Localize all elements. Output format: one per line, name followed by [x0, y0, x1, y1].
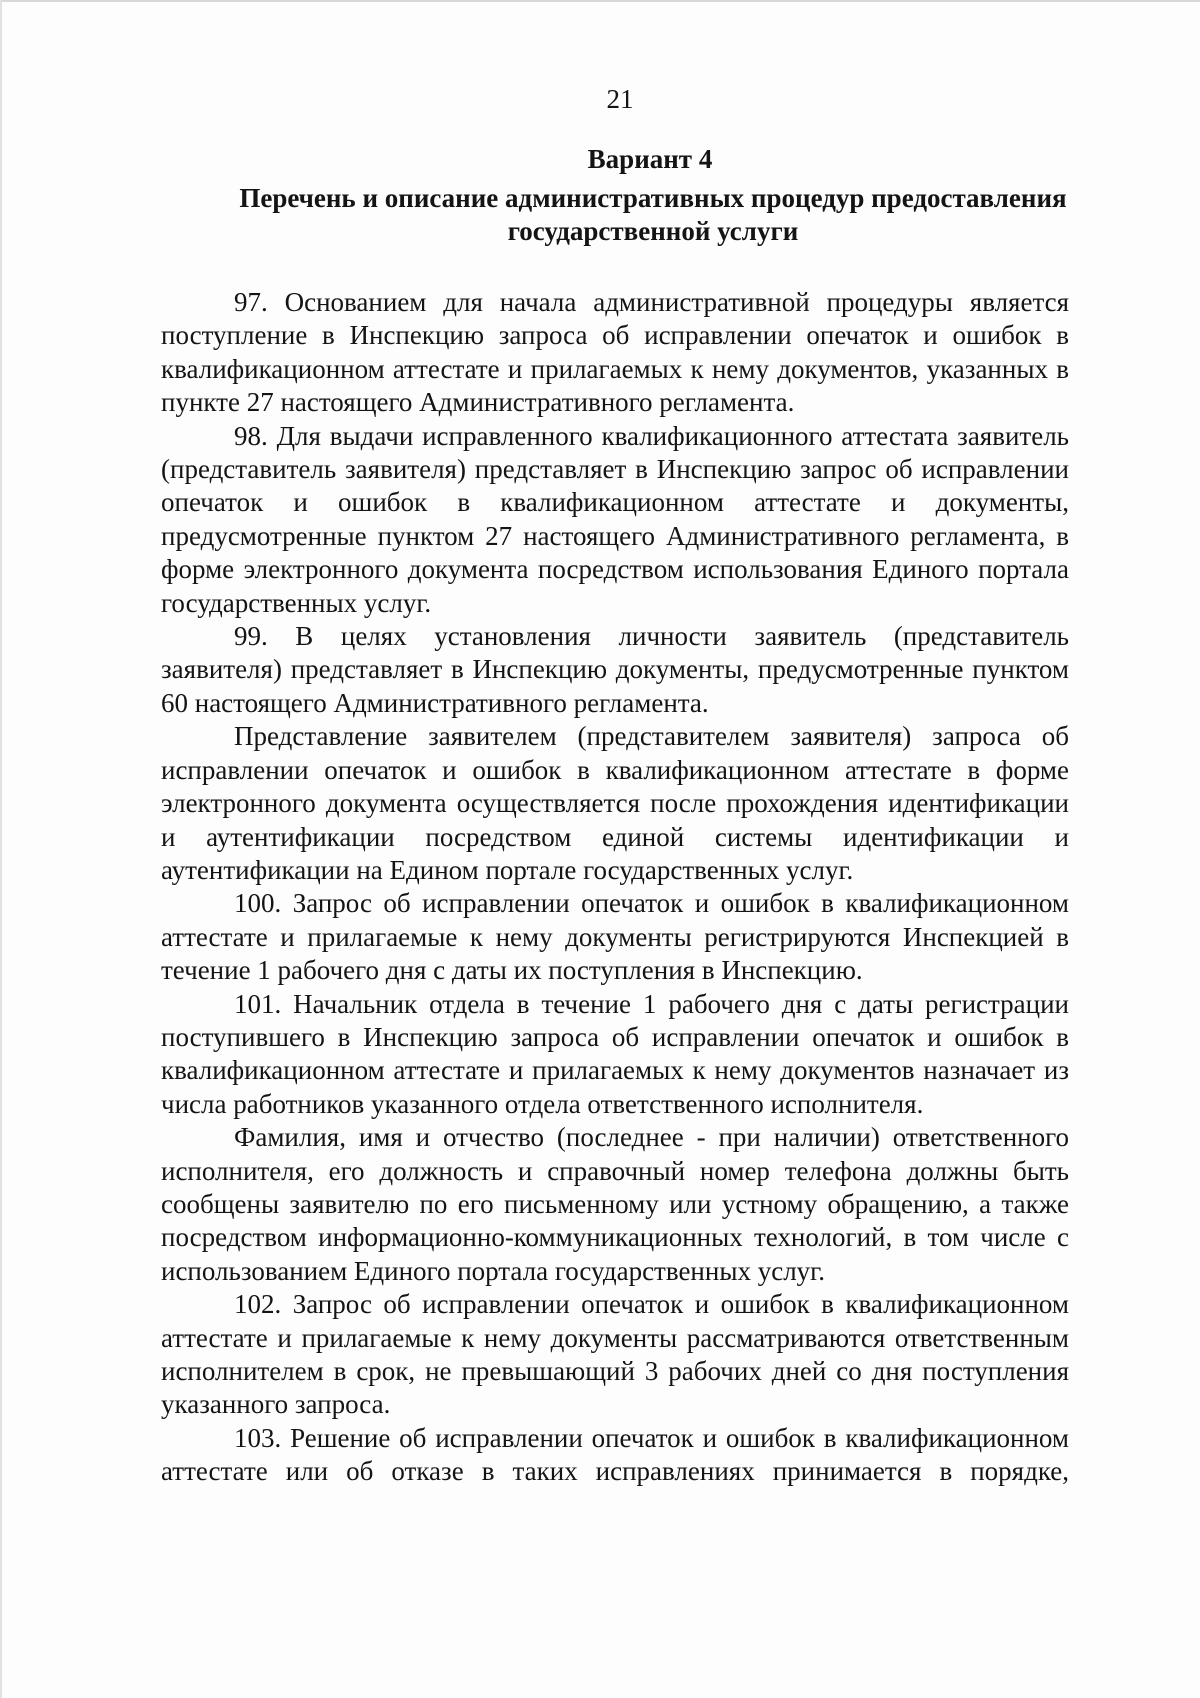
page-number: 21 [606, 84, 634, 114]
paragraph-102: 102. Запрос об исправлении опечаток и ошибок в квалификационном аттестате и прилагаемые к нему документы рассматриваются ответственным исполнителем в срок, не превышающий 3 рабочих дней со дня поступления указанного запроса. [161, 1289, 1069, 1420]
paragraph-98: 98. Для выдачи исправленного квалификационного аттестата заявитель (представитель заявителя) представляет в Инспекцию запрос об исправлении опечаток и ошибок в квалификационном аттестате и документы, предусмотренные пунктом 27 настоящего Административного регламента, в форме электронного документа посредством использования Единого портала государственных услуг. [161, 420, 1069, 618]
paragraph-99-continued: Представление заявителем (представителем заявителя) запроса об исправлении опечаток и ошибок в квалификационном аттестате в форме электронного документа осуществляется после прохождения идентификации и аутентификации посредством единой системы идентификации и аутентификации на Едином портале государственных услуг. [161, 721, 1069, 885]
variant-heading: Вариант 4 [587, 144, 713, 174]
paragraph-101: 101. Начальник отдела в течение 1 рабочего дня с даты регистрации поступившего в Инспекцию запроса об исправлении опечаток и ошибок в квалификационном аттестате и прилагаемых к нему документов назначает из числа работников указанного отдела ответственного исполнителя. [161, 988, 1069, 1119]
scan-edge [0, 0, 1200, 2]
paragraph-103: 103. Решение об исправлении опечаток и ошибок в квалификационном аттестате или об отказе в таких исправлениях принимается в порядке, [161, 1422, 1069, 1487]
document-body [161, 286, 1069, 1489]
paragraph-99: 99. В целях установления личности заявитель (представитель заявителя) представляет в Инспекцию документы, предусмотренные пунктом 60 настоящего Административного регламента. [161, 621, 1069, 718]
paragraph-101-continued: Фамилия, имя и отчество (последнее - при наличии) ответственного исполнителя, его должность и справочный номер телефона должны быть сообщены заявителю по его письменному или устному обращению, а также посредством информационно-коммуникационных технологий, в том числе с использованием Единого портала государственных услуг. [161, 1122, 1069, 1286]
paragraph-100: 100. Запрос об исправлении опечаток и ошибок в квалификационном аттестате и прилагаемые к нему документы регистрируются Инспекцией в течение 1 рабочего дня с даты их поступления в Инспекцию. [161, 888, 1069, 986]
scan-edge [0, 0, 2, 1698]
section-title: Перечень и описание административных процедур предоставления государственной услуги [239, 183, 1067, 246]
paragraph-97: 97. Основанием для начала административной процедуры является поступление в Инспекцию запроса об исправлении опечаток и ошибок в квалификационном аттестате и прилагаемых к нему документов, указанных в пункте 27 настоящего Административного регламента. [161, 287, 1069, 418]
